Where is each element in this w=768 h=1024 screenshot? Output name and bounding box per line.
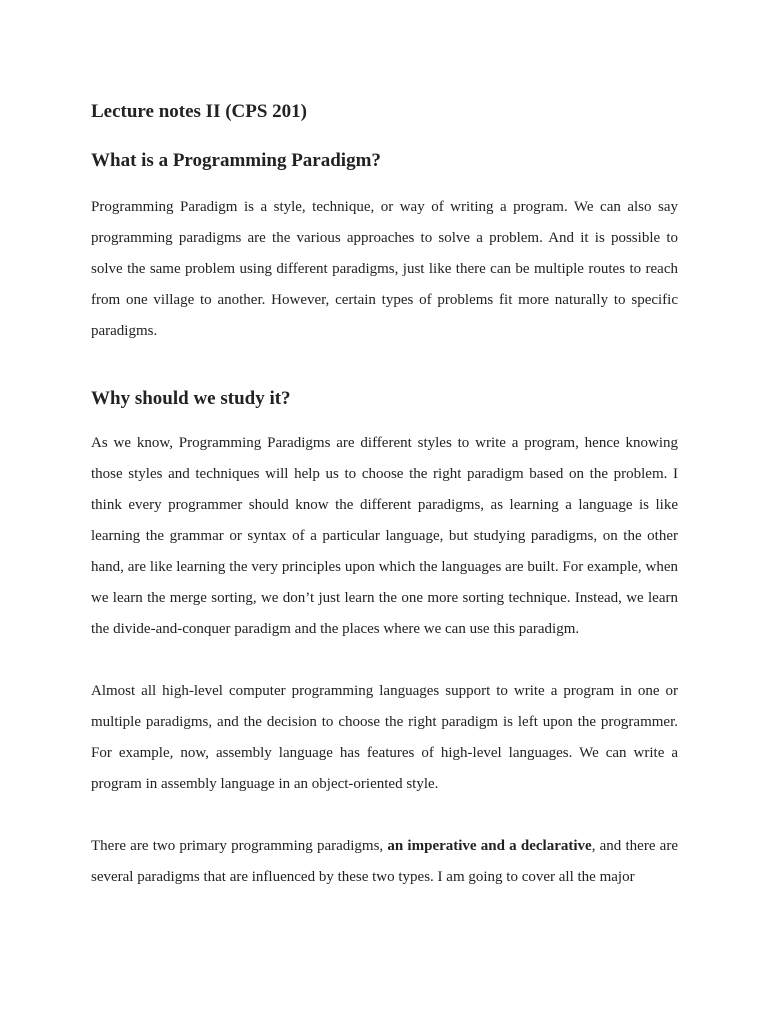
paragraph-primary-paradigms-emphasis: an imperative and a declarative	[387, 838, 592, 854]
document-page	[91, 96, 678, 893]
section-heading-what-is-paradigm: What is a Programming Paradigm?	[91, 150, 381, 171]
paragraph-why-study: As we know, Programming Paradigms are different styles to write a program, hence knowing those styles and techniques will help us to choose the right paradigm based on the problem. I think every programmer should know the different paradigms, as learning a language is like learning the grammar or syntax of a particular language, but studying paradigms, on the other hand, are like learning the very principles upon which the languages are built. For example, when we learn the merge sorting, we don’t just learn the one more sorting technique. Instead, we learn the divide-and-conquer paradigm and the places where we can use this paradigm.	[91, 435, 678, 637]
paragraph-high-level-languages: Almost all high-level computer programming languages support to write a program in one or multiple paradigms, and the decision to choose the right paradigm is left upon the programmer. For example, now, assembly language has features of high-level languages. We can write a program in assembly language in an object-oriented style.	[91, 683, 678, 792]
paragraph-primary-paradigms-rest: , and there are several paradigms that are influenced by these two types. I am going to cover all the major	[91, 838, 678, 885]
section-heading-why-study: Why should we study it?	[91, 388, 291, 409]
paragraph-primary-paradigms-intro: There are two primary programming paradigms,	[91, 838, 388, 854]
document-title: Lecture notes II (CPS 201)	[91, 101, 308, 122]
paragraph-primary-paradigms	[91, 831, 678, 893]
paragraph-paradigm-definition: Programming Paradigm is a style, technique, or way of writing a program. We can also say programming paradigms are the various approaches to solve a problem. And it is possible to solve the same problem using different paradigms, just like there can be multiple routes to reach from one village to another. However, certain types of problems fit more naturally to specific paradigms.	[91, 199, 678, 339]
